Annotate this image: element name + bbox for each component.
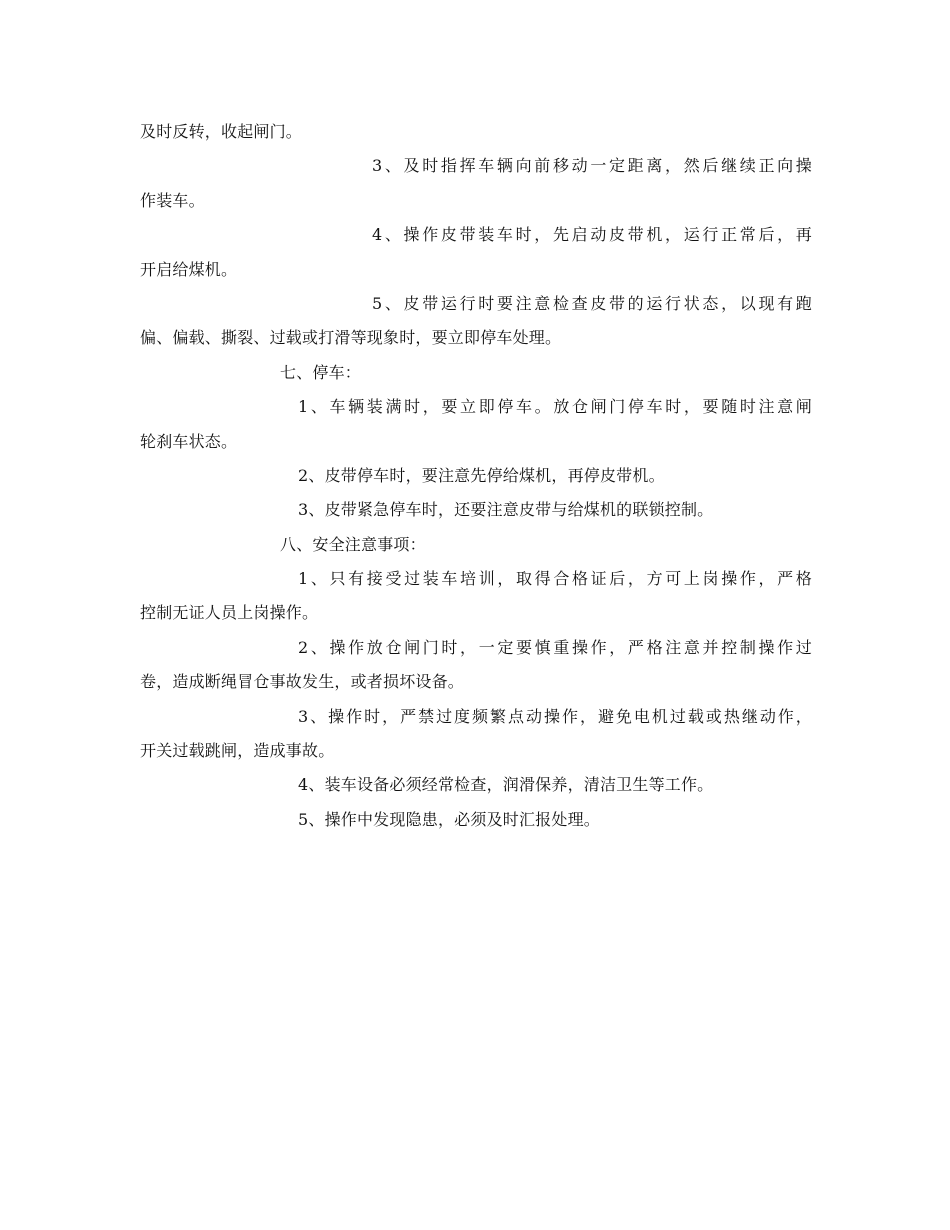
text-line: 4、装车设备必须经常检查，润滑保养，清洁卫生等工作。 <box>298 775 714 795</box>
text-line: 八、安全注意事项： <box>280 534 426 554</box>
text-line: 七、停车： <box>280 362 362 382</box>
text-line: 5、操作中发现隐患，必须及时汇报处理。 <box>298 809 600 829</box>
text-line: 4、操作皮带装车时，先启动皮带机，运行正常后，再 <box>372 225 812 245</box>
text-line: 卷，造成断绳冒仓事故发生，或者损坏设备。 <box>140 672 465 692</box>
text-line: 3、皮带紧急停车时，还要注意皮带与给煤机的联锁控制。 <box>298 500 714 520</box>
text-line: 1、车辆装满时，要立即停车。放仓闸门停车时，要随时注意闸 <box>298 397 812 417</box>
text-line: 开启给煤机。 <box>140 259 238 279</box>
text-line: 偏、偏载、撕裂、过载或打滑等现象时，要立即停车处理。 <box>140 328 562 348</box>
text-line: 2、皮带停车时，要注意先停给煤机，再停皮带机。 <box>298 465 665 485</box>
text-line: 作装车。 <box>140 190 205 210</box>
text-line: 及时反转，收起闸门。 <box>140 122 303 141</box>
text-line: 1、只有接受过装车培训，取得合格证后，方可上岗操作，严格 <box>298 569 812 589</box>
text-line: 开关过载跳闸，造成事故。 <box>140 741 335 761</box>
text-line: 控制无证人员上岗操作。 <box>140 603 319 623</box>
text-line: 3、及时指挥车辆向前移动一定距离，然后继续正向操 <box>372 156 812 176</box>
text-line: 3、操作时，严禁过度频繁点动操作，避免电机过载或热继动作， <box>298 706 812 726</box>
text-line: 2、操作放仓闸门时，一定要慎重操作，严格注意并控制操作过 <box>298 637 812 657</box>
document-body <box>140 115 812 837</box>
text-line: 轮刹车状态。 <box>140 431 238 451</box>
text-line: 5、皮带运行时要注意检查皮带的运行状态，以现有跑 <box>372 293 812 313</box>
